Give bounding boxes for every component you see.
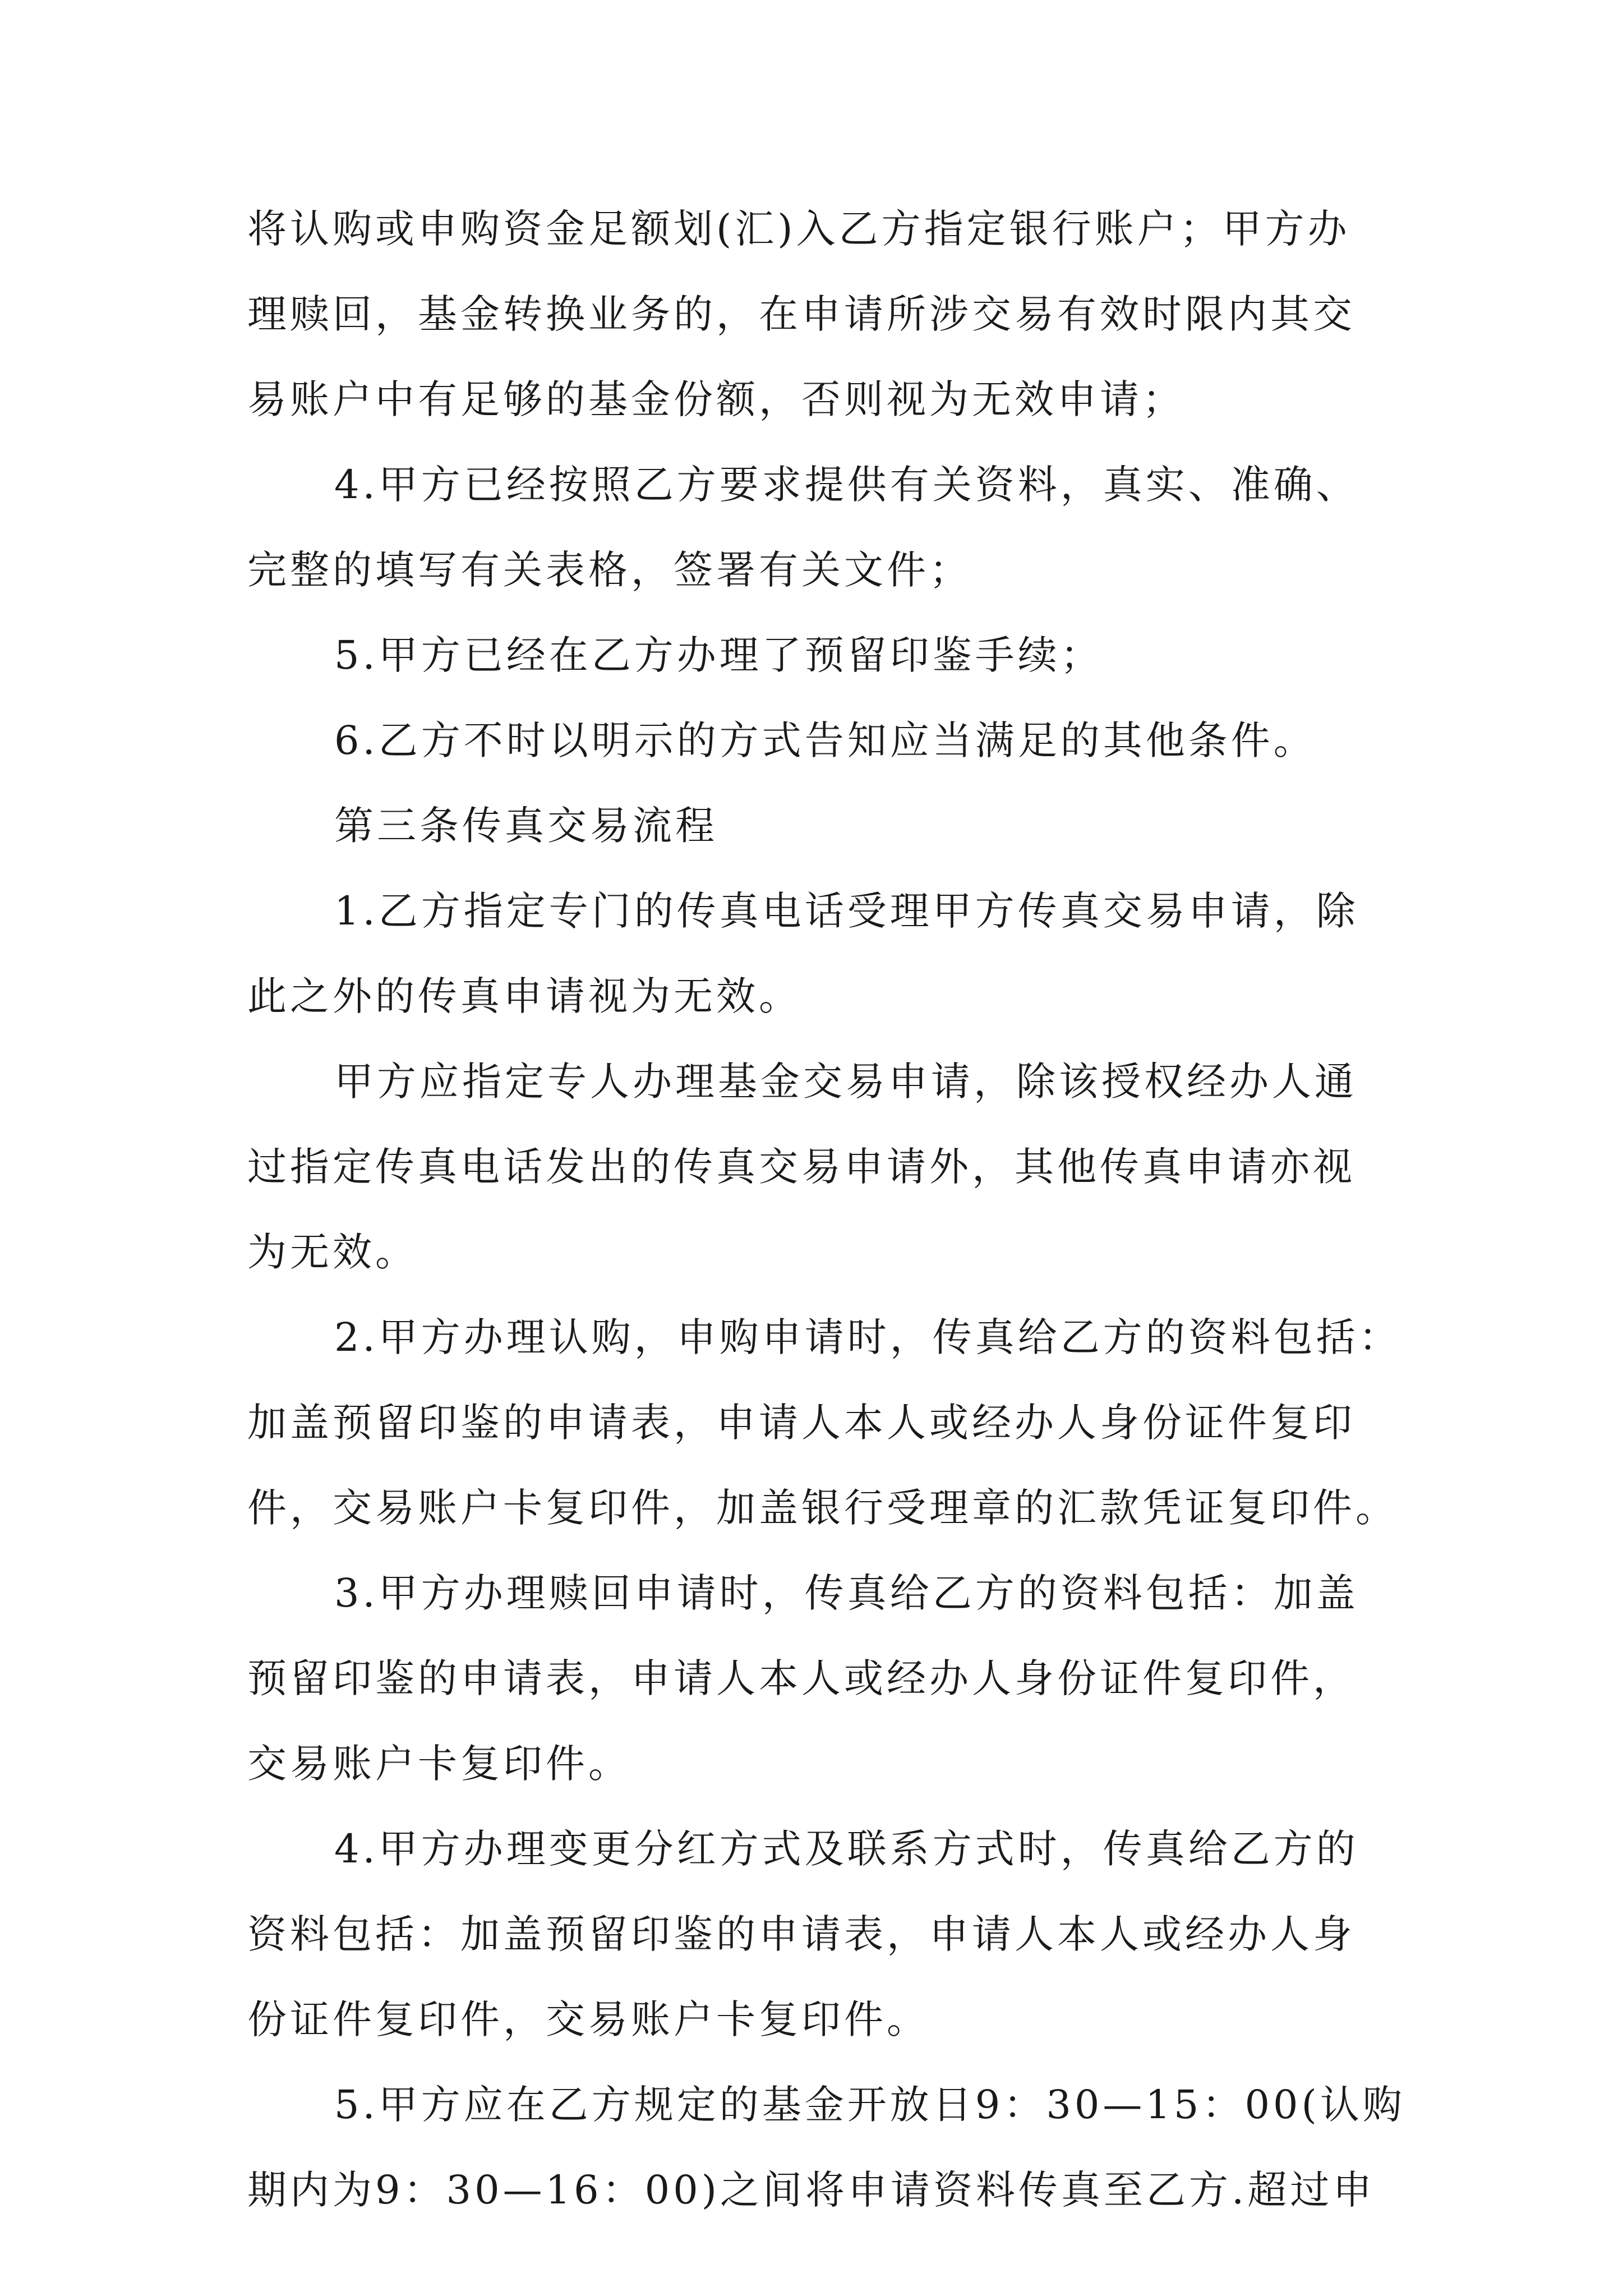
text-line: 1.乙方指定专门的传真电话受理甲方传真交易申请，除 bbox=[334, 888, 1359, 934]
text-line: 3.甲方办理赎回申请时，传真给乙方的资料包括：加盖 bbox=[334, 1570, 1359, 1616]
text-line: 交易账户卡复印件。 bbox=[247, 1741, 631, 1787]
text-line: 预留印鉴的申请表，申请人本人或经办人身份证件复印件， bbox=[247, 1655, 1355, 1701]
text-line: 份证件复印件，交易账户卡复印件。 bbox=[247, 1996, 929, 2042]
text-line: 件，交易账户卡复印件，加盖银行受理章的汇款凭证复印件。 bbox=[247, 1485, 1398, 1531]
text-line: 过指定传真电话发出的传真交易申请外，其他传真申请亦视 bbox=[247, 1144, 1355, 1190]
text-line: 5.甲方应在乙方规定的基金开放日9：30—15：00(认购 bbox=[334, 2082, 1405, 2128]
text-line: 2.甲方办理认购，申购申请时，传真给乙方的资料包括： bbox=[334, 1314, 1401, 1360]
text-line: 4.甲方已经按照乙方要求提供有关资料，真实、准确、 bbox=[334, 462, 1359, 508]
text-line: 6.乙方不时以明示的方式告知应当满足的其他条件。 bbox=[334, 717, 1316, 763]
text-line: 期内为9：30—16：00)之间将申请资料传真至乙方.超过申 bbox=[247, 2167, 1376, 2213]
text-line: 资料包括：加盖预留印鉴的申请表，申请人本人或经办人身 bbox=[247, 1911, 1355, 1957]
text-line: 加盖预留印鉴的申请表，申请人本人或经办人身份证件复印 bbox=[247, 1400, 1355, 1446]
text-line: 5.甲方已经在乙方办理了预留印鉴手续； bbox=[334, 632, 1103, 678]
text-line: 为无效。 bbox=[247, 1229, 418, 1275]
text-line: 4.甲方办理变更分红方式及联系方式时，传真给乙方的 bbox=[334, 1826, 1359, 1872]
text-line: 易账户中有足够的基金份额，否则视为无效申请； bbox=[247, 376, 1185, 422]
text-line: 甲方应指定专人办理基金交易申请，除该授权经办人通 bbox=[334, 1059, 1357, 1105]
text-line: 将认购或申购资金足额划(汇)入乙方指定银行账户；甲方办 bbox=[247, 206, 1350, 252]
section-heading: 第三条传真交易流程 bbox=[334, 803, 718, 849]
text-line: 完整的填写有关表格，签署有关文件； bbox=[247, 547, 972, 593]
text-line: 此之外的传真申请视为无效。 bbox=[247, 973, 801, 1019]
text-line: 理赎回，基金转换业务的，在申请所涉交易有效时限内其交 bbox=[247, 291, 1355, 337]
